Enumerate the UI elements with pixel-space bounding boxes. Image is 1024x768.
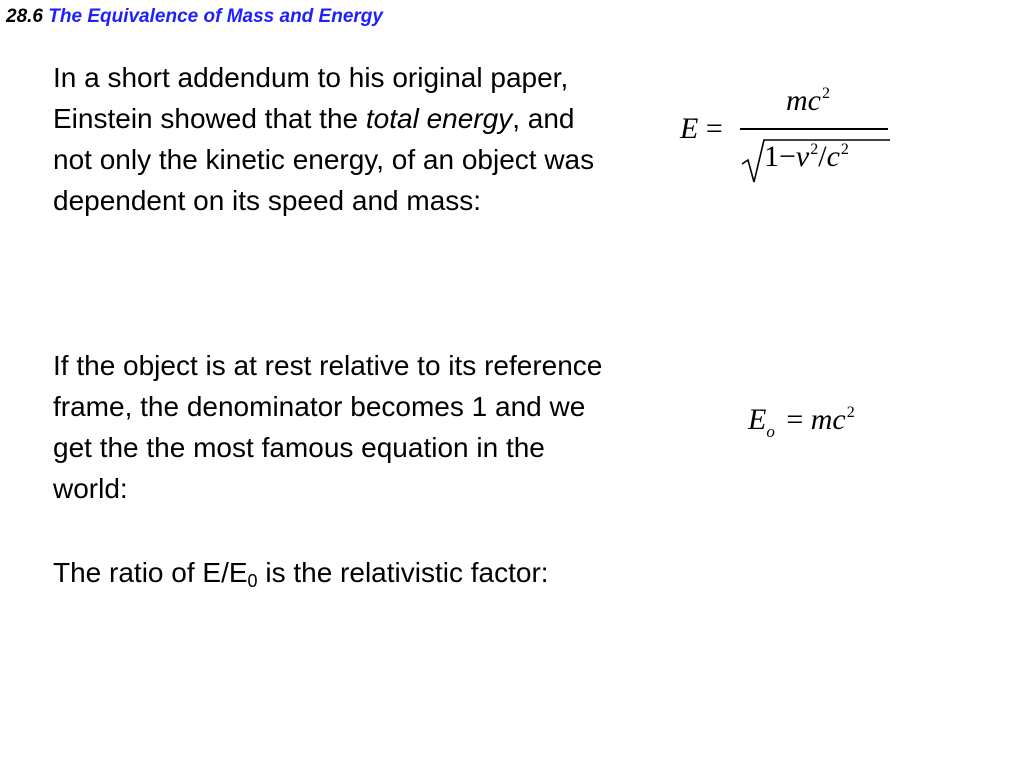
eq1-fraction-bar (740, 128, 888, 130)
p3-subscript: 0 (247, 571, 258, 591)
paragraph-relativistic-factor (53, 552, 573, 593)
eq1-lhs (680, 112, 723, 146)
eq1-den-minus: − (779, 140, 796, 173)
p1-text-start: In a short addendum to his original paper, Einstein showed that the (53, 62, 569, 134)
eq1-den-v: v (795, 140, 810, 173)
equation-rest-energy (748, 403, 855, 441)
eq1-den-slash: / (818, 140, 827, 173)
p1-text-end: , and not only the kinetic energy, of an object was dependent on its speed and mass: (53, 103, 595, 216)
eq2-rhs-exp: 2 (846, 404, 855, 421)
p3-text-end: is the relativistic factor: (257, 557, 549, 588)
eq2-rhs-var: mc (810, 403, 846, 436)
paragraph-rest-energy: If the object is at rest relative to its reference frame, the denominator becomes 1 and we get the the most famous equation in the world: (53, 350, 603, 504)
p3-text-start: The ratio of E/E (53, 557, 248, 588)
slide-title: The Equivalence of Mass and Energy (48, 6, 383, 27)
eq1-equals: = (705, 112, 723, 145)
eq1-den-v-exp: 2 (810, 141, 819, 158)
eq1-numerator (786, 84, 830, 118)
eq2-equals: = (786, 403, 804, 436)
eq1-den-c: c (826, 140, 840, 173)
eq1-den-c-exp: 2 (840, 141, 849, 158)
p1-italic-total-energy: total energy (365, 103, 513, 134)
slide-header (6, 6, 383, 28)
equation-total-energy (676, 84, 896, 194)
eq1-denominator (764, 140, 849, 174)
eq1-lhs-var: E (680, 112, 699, 145)
paragraph-total-energy (53, 57, 613, 221)
eq1-num-var: mc (786, 84, 821, 117)
eq1-den-one: 1 (764, 140, 779, 173)
section-number: 28.6 (6, 6, 43, 27)
eq1-num-exp: 2 (821, 85, 830, 102)
eq2-lhs-var: E (748, 403, 767, 436)
eq2-lhs-sub: o (766, 422, 775, 441)
